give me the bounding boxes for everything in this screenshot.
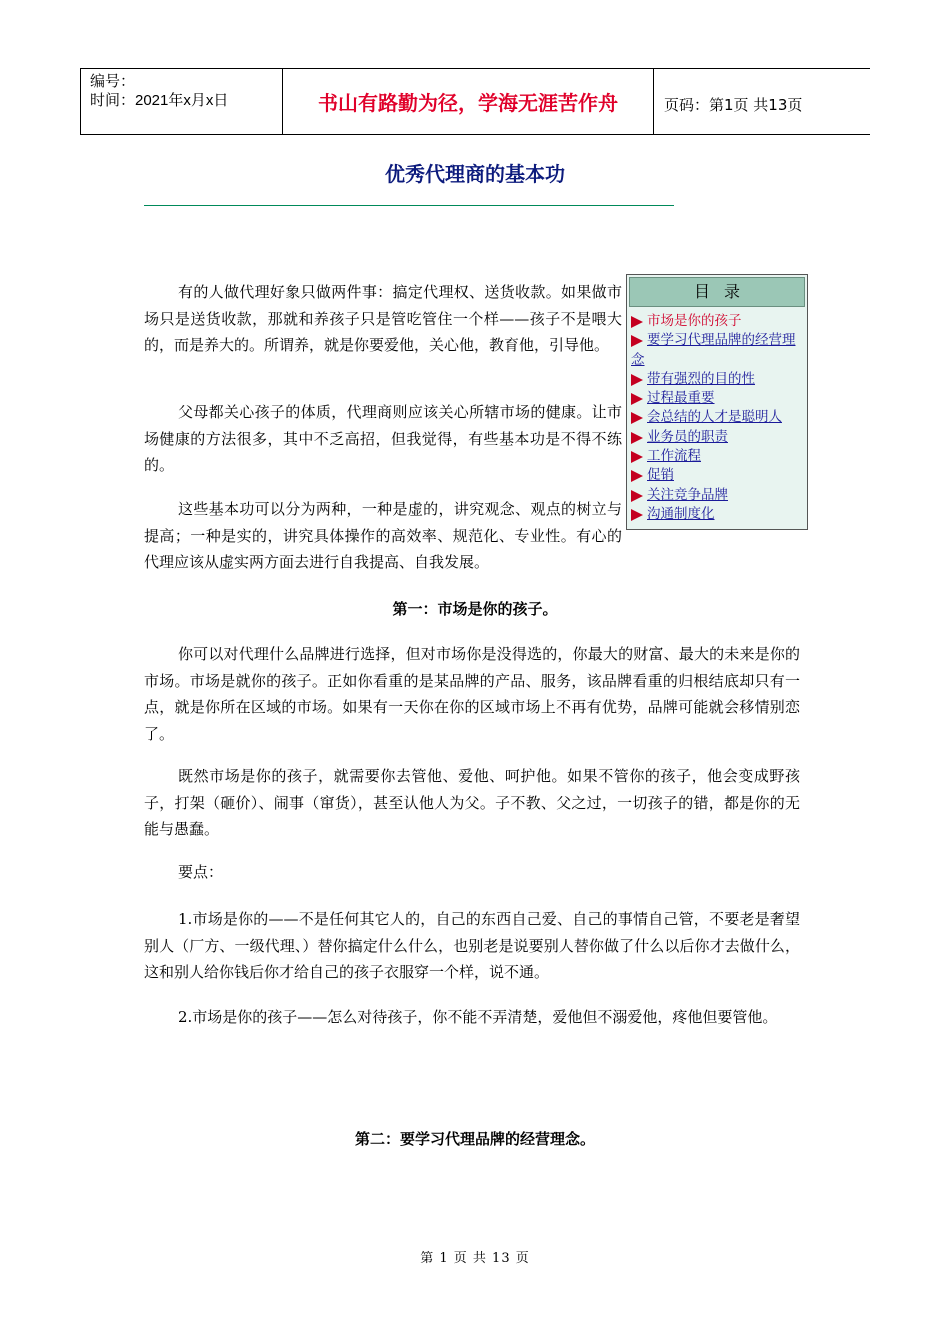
body-paragraph: 2.市场是你的孩子——怎么对待孩子，你不能不弄清楚，爱他但不溺爱他，疼他但要管他。 [178,1008,778,1026]
toc-link[interactable]: 要学习代理品牌的经营理念 [631,332,796,368]
toc-link[interactable]: 过程最重要 [647,390,715,407]
toc-link[interactable]: 促销 [647,467,674,484]
toc-item[interactable] [631,428,805,447]
header-page-info: 页码：第1页 共13页 [664,96,803,114]
arrow-right-icon [631,432,643,444]
toc-link[interactable]: 带有强烈的目的性 [647,370,755,387]
toc-item[interactable] [631,331,805,370]
toc-item[interactable] [631,389,805,408]
header-divider [80,68,81,135]
section-heading: 第二：要学习代理品牌的经营理念。 [354,1130,595,1148]
header-motto: 书山有路勤为径，学海无涯苦作舟 [318,91,618,115]
intro-paragraph: 有的人做代理好象只做两件事：搞定代理权、送货收款。如果做市场只是送货收款，那就和养孩子只是管吃管住一个样——孩子不是喂大的，而是养大的。所谓养，就是你要爱他，关心他，教育他，引导他。 [144,283,622,354]
arrow-right-icon [631,412,643,424]
toc-link[interactable]: 市场是你的孩子 [647,313,742,329]
doc-number-label: 编号： [90,73,136,90]
body-paragraph: 你可以对代理什么品牌进行选择，但对市场你是没得选的，你最大的财富、最大的未来是你的市场。市场是就你的孩子。正如你看重的是某品牌的产品、服务，该品牌看重的归根结底却只有一点，就是你所在区域的市场。如果有一天你在你的区域市场上不再有优势，品牌可能就会移情别恋了。 [144,645,800,743]
toc-link[interactable]: 沟通制度化 [647,505,715,522]
toc-item[interactable] [631,486,805,505]
toc-link[interactable]: 会总结的人才是聪明人 [647,409,782,426]
header-meta [90,72,228,110]
toc-list [631,312,805,524]
intro-paragraph: 父母都关心孩子的体质，代理商则应该关心所辖市场的健康。让市场健康的方法很多，其中不乏高招，但我觉得，有些基本功是不得不练的。 [144,403,622,474]
toc-item[interactable] [631,505,805,524]
arrow-right-icon [631,451,643,463]
toc-item[interactable] [631,408,805,427]
toc-link[interactable]: 关注竞争品牌 [647,486,728,503]
arrow-right-icon [631,393,643,405]
intro-paragraph: 这些基本功可以分为两种，一种是虚的，讲究观念、观点的树立与提高；一种是实的，讲究具体操作的高效率、规范化、专业性。有心的代理应该从虚实两方面去进行自我提高、自我发展。 [144,500,622,571]
body-paragraph: 既然市场是你的孩子，就需要你去管他、爱他、呵护他。如果不管你的孩子，他会变成野孩子，打架（砸价）、闹事（窜货），甚至认他人为父。子不教、父之过，一切孩子的错，都是你的无能与愚蠢。 [144,767,800,838]
arrow-right-icon [631,509,643,521]
toc-heading: 目录 [629,277,805,307]
page-title: 优秀代理商的基本功 [385,162,565,186]
header-divider [653,68,654,135]
table-of-contents [626,274,808,530]
arrow-right-icon [631,335,643,347]
arrow-right-icon [631,374,643,386]
toc-item[interactable] [631,466,805,485]
toc-link[interactable]: 业务员的职责 [647,428,728,445]
body-paragraph: 要点： [178,863,224,881]
body-paragraph: 1.市场是你的——不是任何其它人的，自己的东西自己爱、自己的事情自己管，不要老是奢望别人（厂方、一级代理、）替你搞定什么什么，也别老是说要别人替你做了什么以后你才去做什么，这和别人给你钱后你才给自己的孩子衣服穿一个样，说不通。 [144,910,800,981]
toc-item[interactable] [631,312,805,331]
title-rule [144,205,674,206]
page-footer: 第 1 页 共 13 页 [420,1251,530,1266]
doc-time-label: 时间：2021年x月x日 [90,92,229,109]
toc-item[interactable] [631,370,805,389]
toc-link[interactable]: 工作流程 [647,448,701,465]
section-heading: 第一：市场是你的孩子。 [392,600,558,618]
toc-item[interactable] [631,447,805,466]
arrow-right-icon [631,470,643,482]
arrow-right-icon [631,490,643,502]
arrow-right-icon [631,316,643,328]
